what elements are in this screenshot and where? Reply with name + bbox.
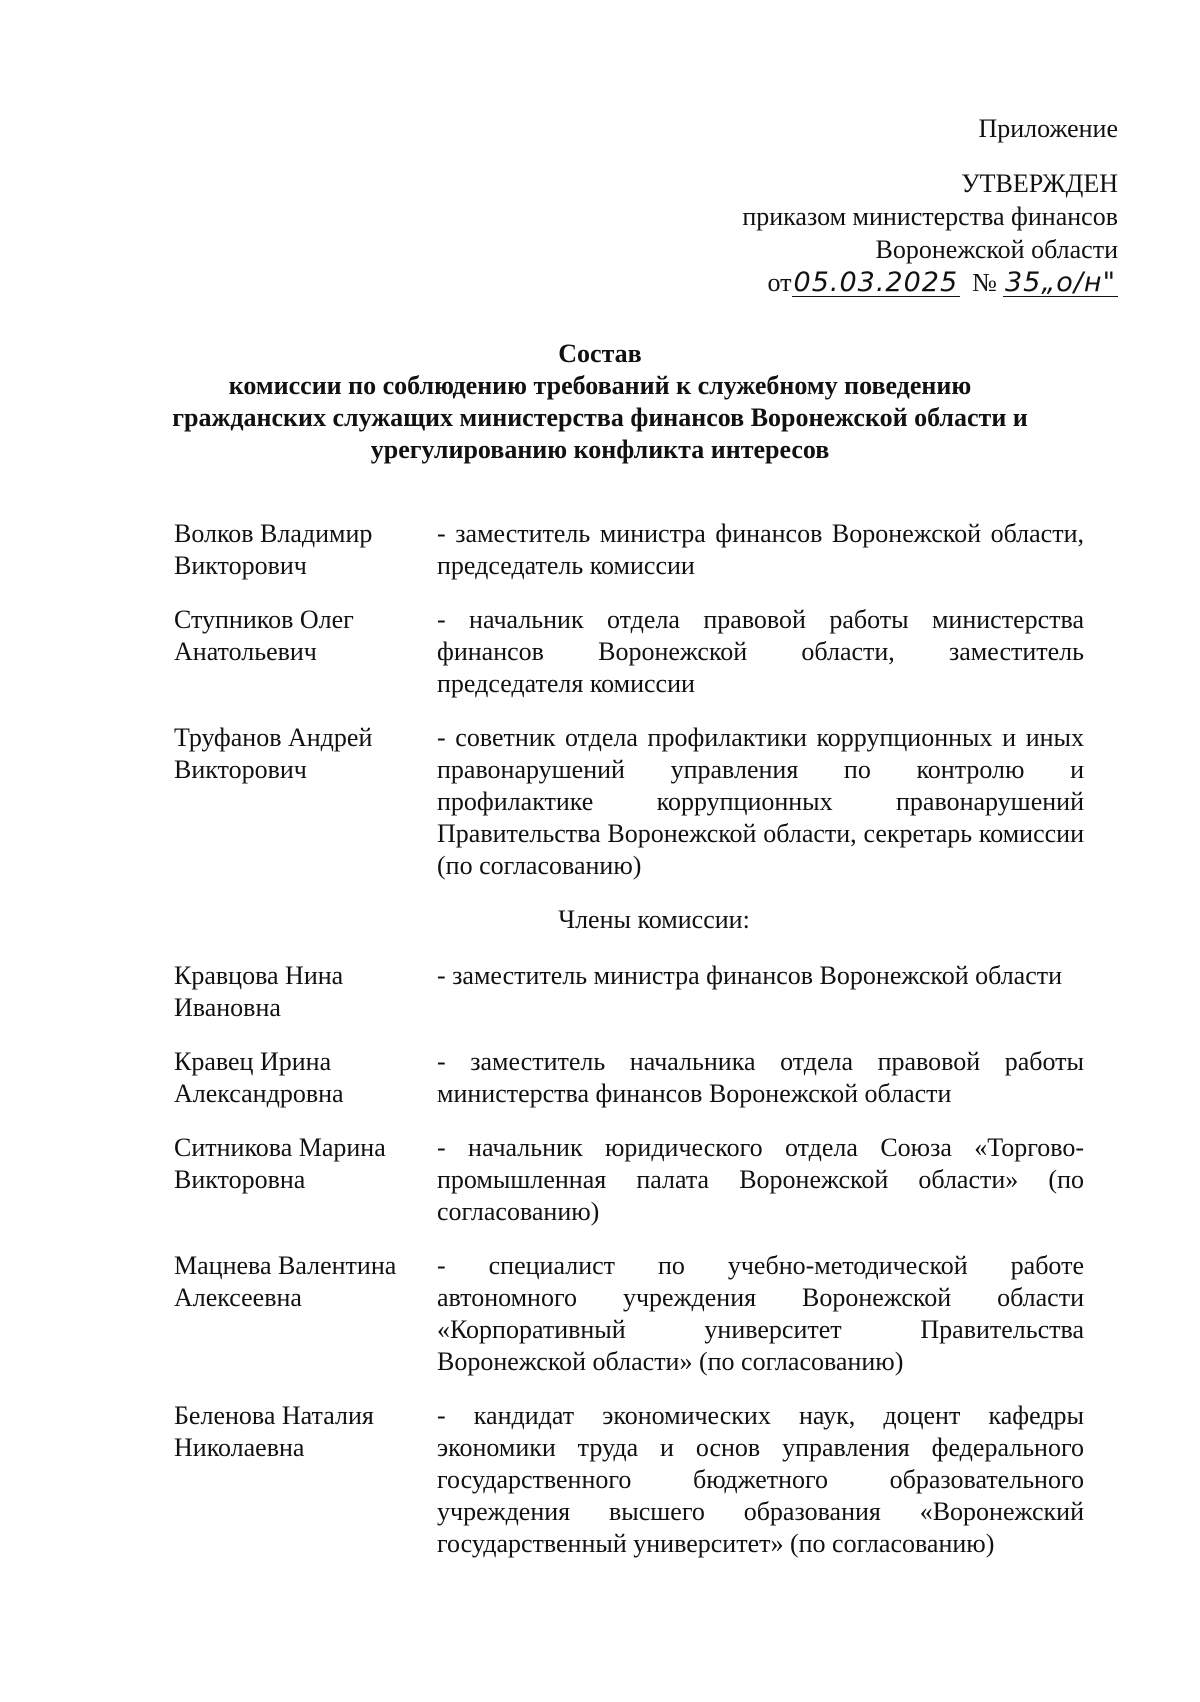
member-name	[174, 1400, 437, 1560]
member-name	[174, 960, 437, 1024]
order-line-1: приказом министерства финансов	[742, 202, 1118, 231]
member-surname-given: Беленова Наталия	[174, 1401, 374, 1430]
order-line-2: Воронежской области	[875, 235, 1118, 264]
member-name	[174, 1132, 437, 1228]
order-date-number	[742, 266, 1118, 299]
member-role: - специалист по учебно-методической работе автономного учреждения Воронежской области «Корпоративный университет Правительства Воронежской области» (по согласованию)	[437, 1251, 1084, 1376]
member-surname-given: Мацнева Валентина	[174, 1251, 397, 1280]
member-role: - заместитель министра финансов Воронежской области, председатель комиссии	[437, 519, 1084, 580]
member-surname-given: Кравец Ирина	[174, 1047, 332, 1076]
member-row	[174, 1046, 1084, 1110]
approval-header	[742, 112, 1118, 299]
from-prefix: от	[767, 268, 792, 297]
member-patronymic: Викторович	[174, 755, 307, 784]
member-row	[174, 722, 1084, 882]
number-sign: №	[972, 268, 997, 297]
title-line-1: Состав	[558, 339, 642, 368]
approved-label: УТВЕРЖДЕН	[961, 169, 1118, 198]
handwritten-date: 05.03.2025	[793, 267, 959, 298]
title-line-4: урегулированию конфликта интересов	[370, 435, 830, 464]
member-row	[174, 1400, 1084, 1560]
commission-list	[174, 518, 1084, 1582]
member-patronymic: Викторович	[174, 551, 307, 580]
member-surname-given: Ступников Олег	[174, 605, 354, 634]
member-patronymic: Алексеевна	[174, 1283, 302, 1312]
member-role: - заместитель начальника отдела правовой работы министерства финансов Воронежской области	[437, 1047, 1084, 1108]
member-name	[174, 722, 437, 882]
handwritten-number: 35„о/н"	[1004, 267, 1116, 298]
title-line-3: гражданских служащих министерства финансов Воронежской области и	[172, 403, 1028, 432]
member-name	[174, 1046, 437, 1110]
member-row	[174, 1250, 1084, 1378]
members-heading: Члены комиссии:	[558, 905, 750, 934]
member-role: - начальник отдела правовой работы министерства финансов Воронежской области, заместитель председателя комиссии	[437, 605, 1084, 698]
member-role: - кандидат экономических наук, доцент кафедры экономики труда и основ управления федерального государственного бюджетного образовательного учреждения высшего образования «Воронежский государственный университет» (по согласованию)	[437, 1401, 1084, 1558]
member-row	[174, 518, 1084, 582]
member-surname-given: Ситникова Марина	[174, 1133, 386, 1162]
member-patronymic: Александровна	[174, 1079, 344, 1108]
member-role: - начальник юридического отдела Союза «Торгово-промышленная палата Воронежской области» (по согласованию)	[437, 1133, 1084, 1226]
member-row	[174, 1132, 1084, 1228]
member-row	[174, 604, 1084, 700]
title-line-2: комиссии по соблюдению требований к служебному поведению	[228, 371, 972, 400]
appendix-label: Приложение	[978, 114, 1118, 143]
member-patronymic: Викторовна	[174, 1165, 306, 1194]
member-name	[174, 604, 437, 700]
member-name	[174, 1250, 437, 1378]
member-surname-given: Труфанов Андрей	[174, 723, 373, 752]
member-surname-given: Волков Владимир	[174, 519, 373, 548]
member-name	[174, 518, 437, 582]
member-role: - советник отдела профилактики коррупционных и иных правонарушений управления по контролю и профилактике коррупционных правонарушений Правительства Воронежской области, секретарь комиссии (по согласованию)	[437, 723, 1084, 880]
member-role: - заместитель министра финансов Воронежской области	[437, 961, 1063, 990]
member-patronymic: Ивановна	[174, 993, 281, 1022]
member-row	[174, 960, 1084, 1024]
document-title	[0, 338, 1200, 466]
member-surname-given: Кравцова Нина	[174, 961, 344, 990]
member-patronymic: Анатольевич	[174, 637, 317, 666]
member-patronymic: Николаевна	[174, 1433, 305, 1462]
